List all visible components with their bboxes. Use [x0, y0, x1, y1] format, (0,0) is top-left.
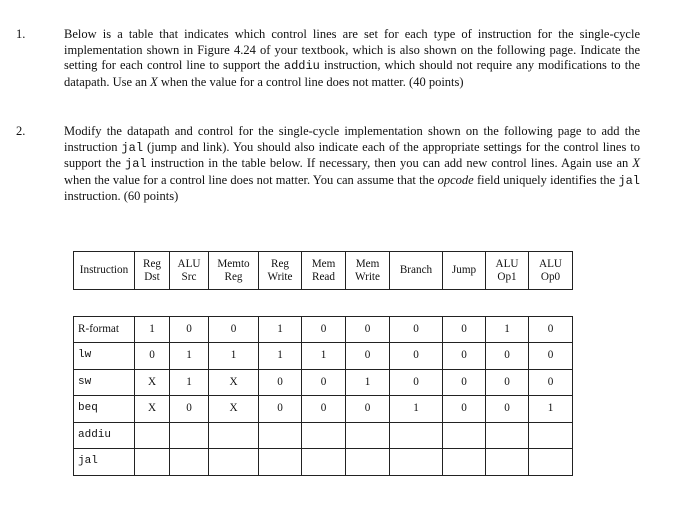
control-value-cell	[486, 422, 529, 449]
column-header	[346, 252, 390, 290]
control-value-cell: 1	[486, 316, 529, 343]
instruction-cell: addiu	[74, 422, 135, 449]
text-segment: Below is a table that indicates which control lines are set for each type of instruction for the single-cycle implementation shown in Figure 4.24 of your textbook, which is also shown on the following page. Indicate the setting for each control line to support the	[64, 27, 640, 73]
control-value-cell: 0	[443, 316, 486, 343]
column-header	[135, 252, 170, 290]
control-value-cell	[209, 449, 259, 476]
control-value-cell: 0	[443, 369, 486, 396]
table-row	[74, 369, 573, 396]
instruction-cell: sw	[74, 369, 135, 396]
control-value-cell: 1	[259, 343, 302, 370]
column-header-line: Jump	[451, 264, 477, 276]
italic-text: X	[150, 74, 158, 89]
column-header-line: Branch	[399, 264, 433, 276]
control-value-cell	[443, 449, 486, 476]
control-value-cell: 0	[390, 343, 443, 370]
control-value-cell: X	[135, 369, 170, 396]
column-header	[74, 252, 135, 290]
control-value-cell: 0	[443, 396, 486, 423]
column-header-line: Op1	[497, 270, 517, 283]
control-value-cell: 0	[346, 343, 390, 370]
column-header	[486, 252, 529, 290]
control-value-cell	[259, 449, 302, 476]
control-value-cell	[529, 422, 573, 449]
column-header	[209, 252, 259, 290]
table-row	[74, 422, 573, 449]
control-value-cell: 0	[486, 369, 529, 396]
column-header-line: Reg	[224, 270, 243, 283]
control-lines-table	[73, 251, 573, 476]
table-row	[74, 449, 573, 476]
control-value-cell: 0	[390, 316, 443, 343]
control-value-cell: X	[209, 396, 259, 423]
control-value-cell	[443, 422, 486, 449]
control-value-cell	[390, 422, 443, 449]
text-segment: field uniquely identifies the	[473, 172, 619, 187]
control-value-cell	[486, 449, 529, 476]
text-segment: (jump and link). You should also indicate each of the appropriate settings for the control lines to support the	[64, 139, 640, 171]
control-value-cell: 1	[135, 316, 170, 343]
control-value-cell: 0	[302, 369, 346, 396]
inline-code: jal	[618, 173, 640, 188]
italic-text: opcode	[437, 172, 474, 187]
column-header-line: Op0	[540, 270, 561, 283]
control-value-cell	[209, 422, 259, 449]
control-value-cell: 1	[529, 396, 573, 423]
question-1-number: 1.	[16, 27, 26, 41]
instruction-cell: lw	[74, 343, 135, 370]
question-2-number: 2.	[16, 124, 26, 138]
control-value-cell	[170, 422, 209, 449]
instruction-cell: jal	[74, 449, 135, 476]
control-value-cell: 1	[259, 316, 302, 343]
control-value-cell	[302, 449, 346, 476]
table-body	[74, 290, 573, 476]
control-value-cell	[346, 449, 390, 476]
control-value-cell: 0	[443, 343, 486, 370]
column-header	[529, 252, 573, 290]
control-value-cell: 0	[302, 396, 346, 423]
control-value-cell	[529, 449, 573, 476]
control-value-cell: 1	[170, 369, 209, 396]
control-value-cell	[170, 449, 209, 476]
control-value-cell: 0	[486, 396, 529, 423]
control-value-cell: 0	[529, 316, 573, 343]
control-value-cell: 0	[209, 316, 259, 343]
instruction-cell: R-format	[74, 316, 135, 343]
column-header	[259, 252, 302, 290]
control-value-cell	[135, 449, 170, 476]
table-row	[74, 316, 573, 343]
column-header-line: Instruction	[79, 264, 129, 276]
control-value-cell: 0	[170, 396, 209, 423]
column-header-line: ALU	[539, 257, 562, 270]
column-header-line: ALU	[495, 257, 519, 270]
inline-code: addiu	[283, 59, 320, 74]
control-value-cell: 0	[529, 369, 573, 396]
control-value-cell: 0	[346, 316, 390, 343]
instruction-cell: beq	[74, 396, 135, 423]
column-header-line: Reg	[142, 257, 162, 270]
control-value-cell: 1	[390, 396, 443, 423]
control-value-cell: 0	[259, 369, 302, 396]
text-segment: instruction, which should not require any modifications to the datapath. Use an	[64, 58, 640, 89]
column-header-line: Write	[267, 270, 293, 283]
control-value-cell: 1	[302, 343, 346, 370]
table-row	[74, 396, 573, 423]
control-value-cell: X	[209, 369, 259, 396]
column-header-line: Read	[312, 270, 335, 283]
text-segment: when the value for a control line does not matter. (40 points)	[157, 74, 464, 89]
control-value-cell: 1	[170, 343, 209, 370]
column-header-line: Dst	[144, 270, 160, 283]
italic-text: X	[632, 156, 640, 171]
text-segment: instruction. (60 points)	[64, 189, 179, 204]
control-value-cell: 0	[529, 343, 573, 370]
table-row	[74, 343, 573, 370]
control-value-cell: 0	[170, 316, 209, 343]
column-header-line: Src	[181, 270, 197, 283]
question-1-text	[64, 27, 640, 90]
column-header	[170, 252, 209, 290]
column-header	[443, 252, 486, 290]
control-value-cell: 1	[209, 343, 259, 370]
control-value-cell: 0	[259, 396, 302, 423]
table-header-row	[74, 252, 573, 290]
column-header	[390, 252, 443, 290]
control-value-cell: 0	[302, 316, 346, 343]
column-header-line: Mem	[311, 257, 336, 270]
column-header	[302, 252, 346, 290]
control-value-cell	[346, 422, 390, 449]
table-header-gap	[74, 290, 573, 317]
control-value-cell: X	[135, 396, 170, 423]
control-value-cell	[259, 422, 302, 449]
control-value-cell: 0	[346, 396, 390, 423]
control-value-cell	[302, 422, 346, 449]
column-header-line: ALU	[177, 257, 201, 270]
column-header-line: Write	[354, 270, 381, 283]
control-value-cell: 0	[390, 369, 443, 396]
control-value-cell: 0	[486, 343, 529, 370]
control-value-cell	[135, 422, 170, 449]
question-2-text	[64, 124, 640, 205]
column-header-line: Reg	[270, 257, 290, 270]
column-header-line: Memto	[217, 257, 250, 270]
control-value-cell: 0	[135, 343, 170, 370]
inline-code: jal	[121, 140, 144, 155]
text-segment: when the value for a control line does not matter. You can assume that the	[64, 172, 438, 187]
control-value-cell: 1	[346, 369, 390, 396]
column-header-line: Mem	[355, 257, 380, 270]
text-segment: Modify the datapath and control for the single-cycle implementation shown on the following page to add the instruction	[64, 124, 640, 154]
control-value-cell	[390, 449, 443, 476]
inline-code: jal	[125, 157, 147, 172]
text-segment: instruction in the table below. If necessary, then you can add new control lines. Again use an	[146, 156, 633, 171]
